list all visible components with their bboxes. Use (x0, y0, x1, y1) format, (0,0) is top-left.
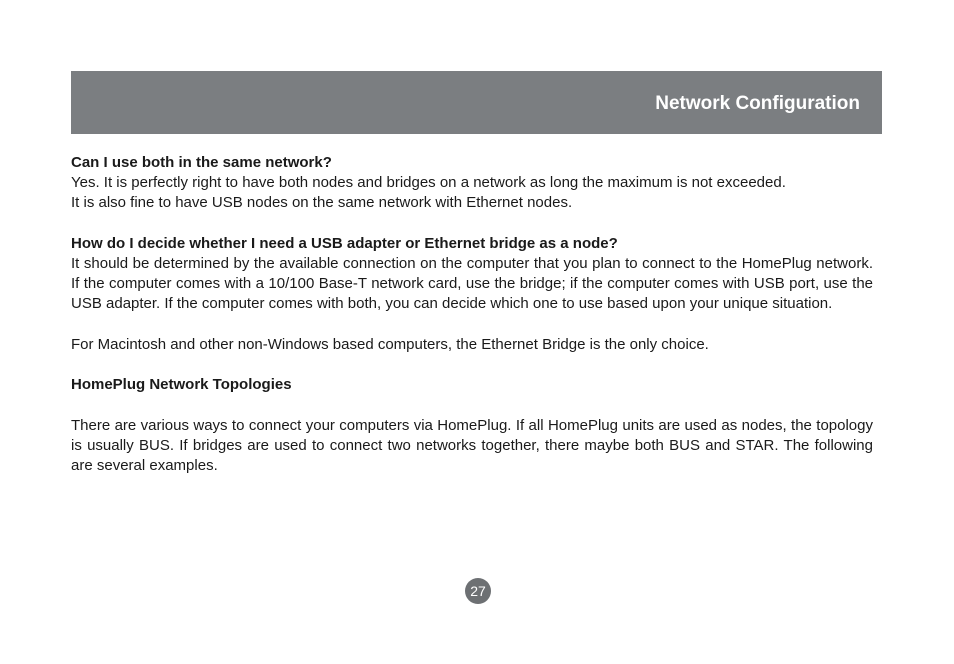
topologies-heading: HomePlug Network Topologies (71, 376, 292, 394)
spacer (71, 315, 873, 335)
answer-usb-or-bridge: It should be determined by the available connection on the computer that you plan to connect to the HomePlug network. If the computer comes with a 10/100 Base-T network card, use the bridge; if the computer comes with USB port, use the USB adapter. If the computer comes with both, you can decide which one to use based upon your unique situation. (71, 255, 873, 313)
header-bar (71, 71, 882, 134)
page-number-badge: 27 (465, 578, 491, 604)
spacer (71, 355, 873, 375)
spacer (71, 395, 873, 415)
page-title: Network Configuration (655, 93, 860, 114)
question-both-in-network: Can I use both in the same network? (71, 154, 332, 171)
answer-both-in-network-line2: It is also fine to have USB nodes on the same network with Ethernet nodes. (71, 194, 573, 212)
main-content (71, 153, 873, 476)
spacer (71, 214, 873, 234)
answer-both-in-network-line1: Yes. It is perfectly right to have both nodes and bridges on a network as long the maximum is not exceeded. (71, 174, 786, 192)
topologies-body: There are various ways to connect your computers via HomePlug. If all HomePlug units are used as nodes, the topology is usually BUS. If bridges are used to connect two networks together, there maybe both BUS and STAR. The following are several examples. (71, 416, 873, 474)
macintosh-note: For Macintosh and other non-Windows based computers, the Ethernet Bridge is the only choice. (71, 335, 709, 353)
question-usb-or-bridge: How do I decide whether I need a USB adapter or Ethernet bridge as a node? (71, 234, 618, 252)
